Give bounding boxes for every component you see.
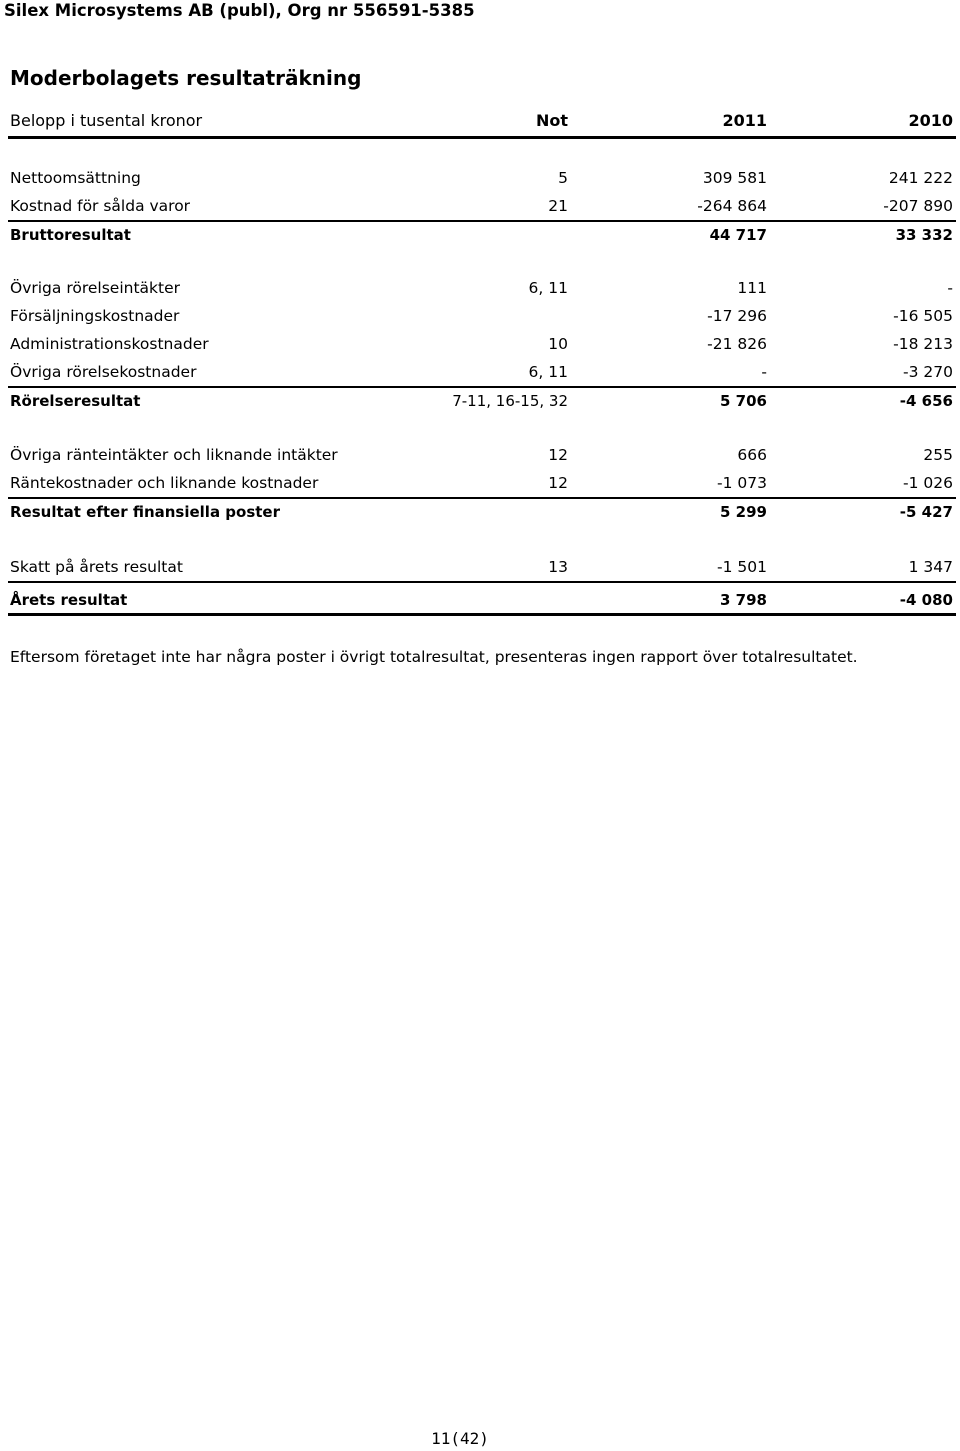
row-label: Årets resultat [10, 591, 128, 609]
row-label: Bruttoresultat [10, 226, 131, 244]
subtotal-divider [8, 581, 956, 583]
row-value-2010: 241 222 [888, 169, 953, 187]
column-header-label: Belopp i tusental kronor [10, 111, 203, 130]
row-note: 13 [548, 558, 568, 576]
row-value-2010: 255 [923, 446, 953, 464]
subtotal-divider [8, 220, 956, 222]
row-value-2011: -1 073 [717, 474, 767, 492]
table-row [10, 556, 953, 578]
table-row-total [10, 589, 953, 611]
row-value-2010: -3 270 [903, 363, 953, 381]
row-value-2010: 1 347 [908, 558, 953, 576]
subtotal-divider [8, 497, 956, 499]
table-row-subtotal [10, 501, 953, 523]
row-value-2010: -4 656 [899, 392, 953, 410]
table-row [10, 472, 953, 494]
statement-title: Moderbolagets resultaträkning [10, 66, 362, 90]
row-label: Räntekostnader och liknande kostnader [10, 474, 319, 492]
row-note: 7-11, 16-15, 32 [452, 392, 568, 410]
row-label: Rörelseresultat [10, 392, 141, 410]
row-value-2011: 309 581 [702, 169, 767, 187]
row-label: Kostnad för sålda varor [10, 197, 191, 215]
row-label: Nettoomsättning [10, 169, 141, 187]
row-value-2010: 33 332 [895, 226, 953, 244]
row-value-2011: -264 864 [697, 197, 767, 215]
row-label: Försäljningskostnader [10, 307, 180, 325]
table-row [10, 277, 953, 299]
table-row-subtotal [10, 390, 953, 412]
row-value-2011: - [761, 363, 767, 381]
footnote: Eftersom företaget inte har några poster i övrigt totalresultat, presenteras ingen rapport över totalresultatet. [10, 648, 858, 666]
row-value-2011: -21 826 [707, 335, 767, 353]
row-value-2010: -207 890 [883, 197, 953, 215]
row-note: 5 [558, 169, 568, 187]
column-header-note: Not [535, 111, 568, 130]
header-divider [8, 136, 956, 139]
row-value-2010: -1 026 [903, 474, 953, 492]
page-number: 11(42) [431, 1429, 489, 1448]
row-value-2010: -4 080 [899, 591, 953, 609]
row-label: Övriga rörelsekostnader [10, 363, 197, 381]
table-row [10, 195, 953, 217]
subtotal-divider [8, 386, 956, 388]
row-value-2010: - [947, 279, 953, 297]
row-value-2011: 666 [737, 446, 767, 464]
row-label: Administrationskostnader [10, 335, 209, 353]
row-label: Resultat efter finansiella poster [10, 503, 280, 521]
row-note: 10 [548, 335, 568, 353]
table-row [10, 305, 953, 327]
row-note: 6, 11 [528, 279, 568, 297]
row-value-2010: -18 213 [893, 335, 953, 353]
table-row [10, 333, 953, 355]
row-value-2011: 44 717 [709, 226, 767, 244]
table-row-subtotal [10, 224, 953, 246]
table-header-row [10, 110, 953, 132]
row-label: Övriga ränteintäkter och liknande intäkter [10, 446, 338, 464]
row-value-2011: 111 [737, 279, 767, 297]
company-header: Silex Microsystems AB (publ), Org nr 556591-5385 [4, 1, 475, 20]
row-value-2010: -16 505 [893, 307, 953, 325]
column-header-2011: 2011 [722, 111, 767, 130]
row-value-2011: 3 798 [720, 591, 767, 609]
row-note: 12 [548, 446, 568, 464]
row-value-2011: 5 299 [720, 503, 767, 521]
row-label: Skatt på årets resultat [10, 558, 183, 576]
row-value-2011: -17 296 [707, 307, 767, 325]
row-label: Övriga rörelseintäkter [10, 279, 180, 297]
row-note: 12 [548, 474, 568, 492]
row-note: 6, 11 [528, 363, 568, 381]
row-note: 21 [548, 197, 568, 215]
table-row [10, 444, 953, 466]
table-row [10, 361, 953, 383]
row-value-2010: -5 427 [899, 503, 953, 521]
row-value-2011: 5 706 [720, 392, 767, 410]
total-divider [8, 613, 956, 616]
table-row [10, 167, 953, 189]
row-value-2011: -1 501 [717, 558, 767, 576]
column-header-2010: 2010 [908, 111, 953, 130]
